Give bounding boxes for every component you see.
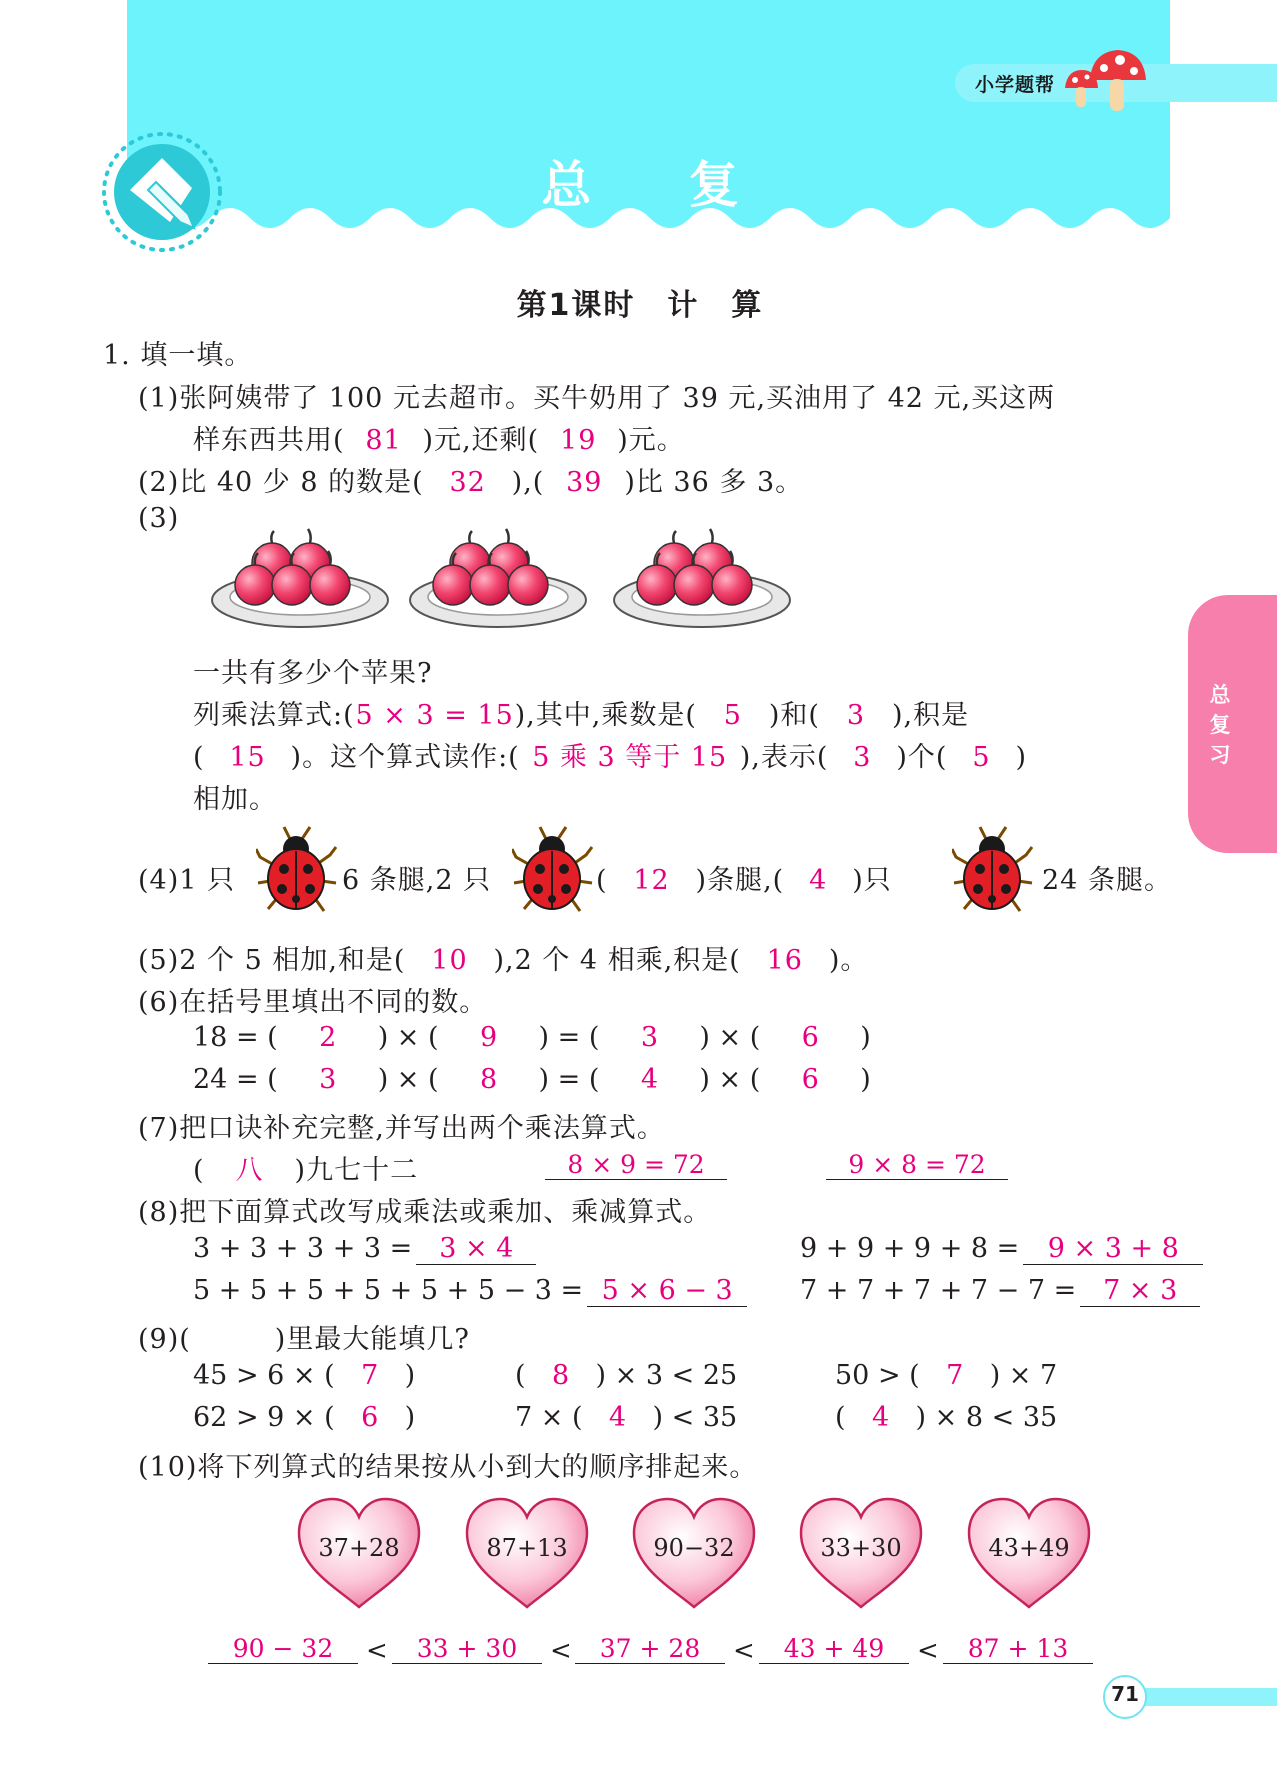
answer-blank: 7 × 3: [1080, 1275, 1200, 1307]
series-label: 小学题帮: [975, 74, 1056, 96]
heart-label: 33+30: [820, 1534, 902, 1562]
p7-title: (7)把口诀补充完整,并写出两个乘法算式。: [138, 1113, 665, 1144]
lesson-title: 第1课时 计 算: [516, 288, 764, 323]
plate-1: [212, 529, 388, 627]
answer: 8: [551, 1360, 570, 1391]
answer: 3: [319, 1064, 337, 1095]
answer-blank: 8 × 9 = 72: [545, 1150, 727, 1180]
p9-item-3: 50 > ( 7 ) × 7: [835, 1360, 1058, 1391]
page-title: 总 复 习: [541, 156, 779, 286]
order-answer-blank: 90 − 32: [208, 1634, 358, 1664]
p8-expr-2: 9 + 9 + 9 + 8 = 9 × 3 + 8: [800, 1233, 1203, 1265]
answer: 8: [479, 1064, 498, 1095]
answer: 3: [640, 1022, 658, 1053]
answer: 19: [560, 425, 597, 456]
p6-row-1: 18 = ( 2 ) × ( 9 ) = ( 3 ) × ( 6 ): [193, 1022, 871, 1053]
answer: 八: [235, 1155, 264, 1186]
p9-item-6: ( 4 ) × 8 < 35: [835, 1402, 1058, 1433]
answer-blank: 9 × 3 + 8: [1023, 1233, 1203, 1265]
heart-label: 90−32: [653, 1534, 735, 1562]
side-tab-label: 总复习: [1209, 683, 1231, 767]
p9-title: (9)( )里最大能填几?: [138, 1324, 470, 1355]
order-answer-blank: 43 + 49: [759, 1634, 909, 1664]
answer: 15: [229, 742, 266, 773]
answer: 5 乘 3 等于 15: [532, 742, 728, 773]
p3-line1: 列乘法算式:(5 × 3 = 15),其中,乘数是( 5 )和( 3 ),积是: [193, 700, 970, 731]
p9-item-5: 7 × ( 4 ) < 35: [515, 1402, 738, 1433]
heart-label: 37+28: [318, 1534, 400, 1562]
plate-3: [614, 529, 790, 627]
p4-text-2: 6 条腿,2 只: [342, 865, 492, 896]
less-than-sign: <: [917, 1636, 939, 1666]
plate-2: [410, 529, 586, 627]
less-than-sign: <: [733, 1636, 755, 1666]
p3-line2: ( 15 )。这个算式读作:( 5 乘 3 等于 15 ),表示( 3 )个( 5 ): [193, 735, 1027, 774]
p2-line: (2)比 40 少 8 的数是( 32 ),( 39 )比 36 多 3。: [138, 467, 804, 498]
answer: 5 × 3 = 15: [355, 700, 514, 731]
answer: 4: [640, 1064, 658, 1095]
p7-formula: ( 八 )九七十二: [193, 1148, 418, 1187]
less-than-sign: <: [366, 1636, 388, 1666]
p4-text-1: (4)1 只: [138, 865, 236, 896]
answer: 4: [809, 865, 828, 896]
answer-blank: 9 × 8 = 72: [826, 1150, 1008, 1180]
heart-label: 87+13: [486, 1534, 568, 1562]
answer: 81: [365, 425, 402, 456]
heart-label: 43+49: [988, 1534, 1070, 1562]
answer: 4: [608, 1402, 627, 1433]
p3-line3: 相加。: [193, 784, 277, 815]
answer: 2: [319, 1022, 337, 1053]
answer: 39: [566, 467, 603, 498]
p8-expr-3: 5 + 5 + 5 + 5 + 5 + 5 − 3 = 5 × 6 − 3: [193, 1275, 747, 1307]
page-number: 71: [1111, 1682, 1139, 1706]
p8-expr-1: 3 + 3 + 3 + 3 = 3 × 4: [193, 1233, 536, 1265]
p4-text-3: ( 12 )条腿,( 4 )只: [596, 865, 892, 896]
p5-line: (5)2 个 5 相加,和是( 10 ),2 个 4 相乘,积是( 16 )。: [138, 945, 869, 976]
p1-line1: (1)张阿姨带了 100 元去超市。买牛奶用了 39 元,买油用了 42 元,买这两: [138, 383, 1056, 414]
answer: 5: [723, 700, 742, 731]
answer: 6: [801, 1022, 819, 1053]
p3-question: 一共有多少个苹果?: [193, 658, 433, 689]
p9-item-2: ( 8 ) × 3 < 25: [515, 1360, 738, 1391]
answer-blank: 5 × 6 − 3: [587, 1275, 747, 1307]
order-answer-blank: 87 + 13: [943, 1634, 1093, 1664]
ladybug-icon: [512, 825, 594, 917]
p3-number: (3): [138, 503, 180, 534]
less-than-sign: <: [550, 1636, 572, 1666]
p10-title: (10)将下列算式的结果按从小到大的顺序排起来。: [138, 1452, 758, 1483]
answer: 3: [853, 742, 872, 773]
pen-nib-icon: [100, 130, 225, 255]
ladybug-icon: [256, 825, 338, 917]
p6-title: (6)在括号里填出不同的数。: [138, 987, 488, 1018]
answer: 7: [946, 1360, 964, 1391]
answer: 4: [871, 1402, 890, 1433]
answer: 12: [633, 865, 670, 896]
answer: 10: [431, 945, 468, 976]
order-answer-blank: 37 + 28: [575, 1634, 725, 1664]
p1-line2: 样东西共用( 81 )元,还剩( 19 )元。: [193, 425, 685, 456]
p6-row-2: 24 = ( 3 ) × ( 8 ) = ( 4 ) × ( 6 ): [193, 1064, 871, 1095]
question-title: 1. 填一填。: [103, 340, 253, 371]
answer: 7: [361, 1360, 379, 1391]
answer: 6: [801, 1064, 819, 1095]
answer: 3: [846, 700, 866, 731]
answer: 9: [479, 1022, 498, 1053]
answer: 5: [972, 742, 991, 773]
apple-plates-illustration: [210, 515, 810, 630]
p8-title: (8)把下面算式改写成乘法或乘加、乘减算式。: [138, 1197, 712, 1228]
p9-item-4: 62 > 9 × ( 6 ): [193, 1402, 416, 1433]
ladybug-icon: [952, 825, 1034, 917]
order-answer-blank: 33 + 30: [392, 1634, 542, 1664]
answer-blank: 3 × 4: [416, 1233, 536, 1265]
p4-text-4: 24 条腿。: [1042, 865, 1172, 896]
p8-expr-4: 7 + 7 + 7 + 7 − 7 = 7 × 3: [800, 1275, 1200, 1307]
answer: 16: [766, 945, 803, 976]
answer: 6: [361, 1402, 379, 1433]
mushroom-icon: [1060, 44, 1150, 116]
p9-item-1: 45 > 6 × ( 7 ): [193, 1360, 416, 1391]
answer: 32: [449, 467, 486, 498]
